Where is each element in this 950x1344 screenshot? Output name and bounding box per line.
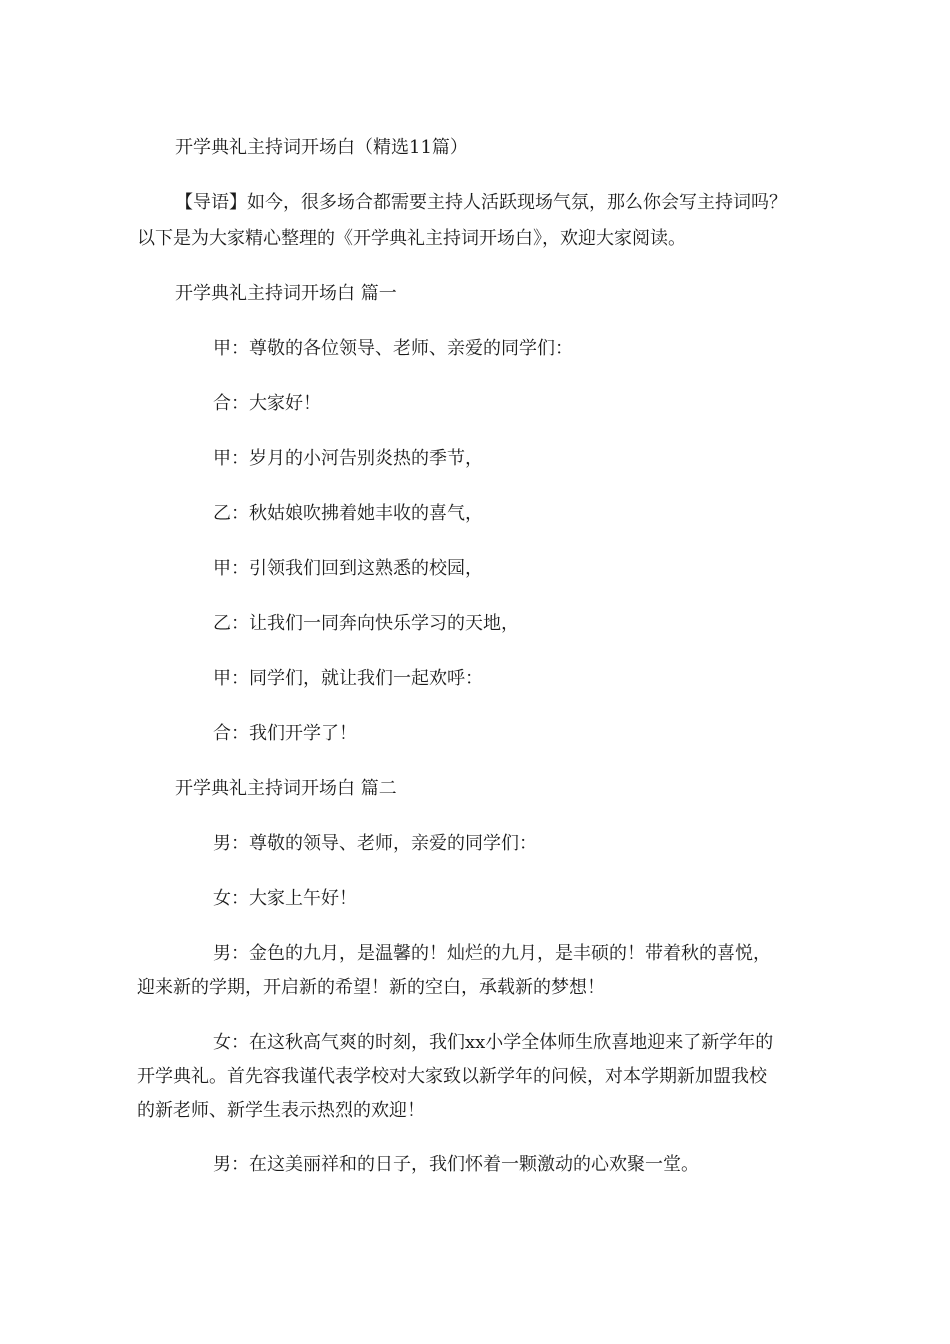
dialogue-line: 合：大家好！ [213,393,321,414]
dialogue-line: 甲：引领我们回到这熟悉的校园， [213,558,483,579]
intro-line-2: 以下是为大家精心整理的《开学典礼主持词开场白》，欢迎大家阅读。 [137,228,686,249]
paragraph-line: 男：金色的九月，是温馨的！灿烂的九月，是丰硕的！带着秋的喜悦， [213,943,771,964]
paragraph-line: 迎来新的学期，开启新的希望！新的空白，承载新的梦想！ [137,977,605,998]
intro-line-1: 【导语】如今，很多场合都需要主持人活跃现场气氛，那么你会写主持词吗？ [175,192,787,213]
dialogue-line: 乙：让我们一同奔向快乐学习的天地， [213,613,519,634]
paragraph-line: 开学典礼。首先容我谨代表学校对大家致以新学年的问候，对本学期新加盟我校 [137,1066,767,1087]
dialogue-line: 甲：同学们，就让我们一起欢呼： [213,668,483,689]
section-heading-1: 开学典礼主持词开场白 篇一 [175,283,397,304]
section-heading-2: 开学典礼主持词开场白 篇二 [175,778,397,799]
paragraph-line: 男：在这美丽祥和的日子，我们怀着一颗激动的心欢聚一堂。 [213,1154,699,1175]
dialogue-line: 女：大家上午好！ [213,888,357,909]
dialogue-line: 合：我们开学了！ [213,723,357,744]
document-title: 开学典礼主持词开场白（精选11篇） [175,137,468,158]
dialogue-line: 甲：岁月的小河告别炎热的季节， [213,448,483,469]
dialogue-line: 男：尊敬的领导、老师，亲爱的同学们： [213,833,537,854]
paragraph-line: 的新老师、新学生表示热烈的欢迎！ [137,1100,425,1121]
dialogue-line: 乙：秋姑娘吹拂着她丰收的喜气， [213,503,483,524]
dialogue-line: 甲：尊敬的各位领导、老师、亲爱的同学们： [213,338,573,359]
paragraph-line: 女：在这秋高气爽的时刻，我们xx小学全体师生欣喜地迎来了新学年的 [213,1032,774,1053]
